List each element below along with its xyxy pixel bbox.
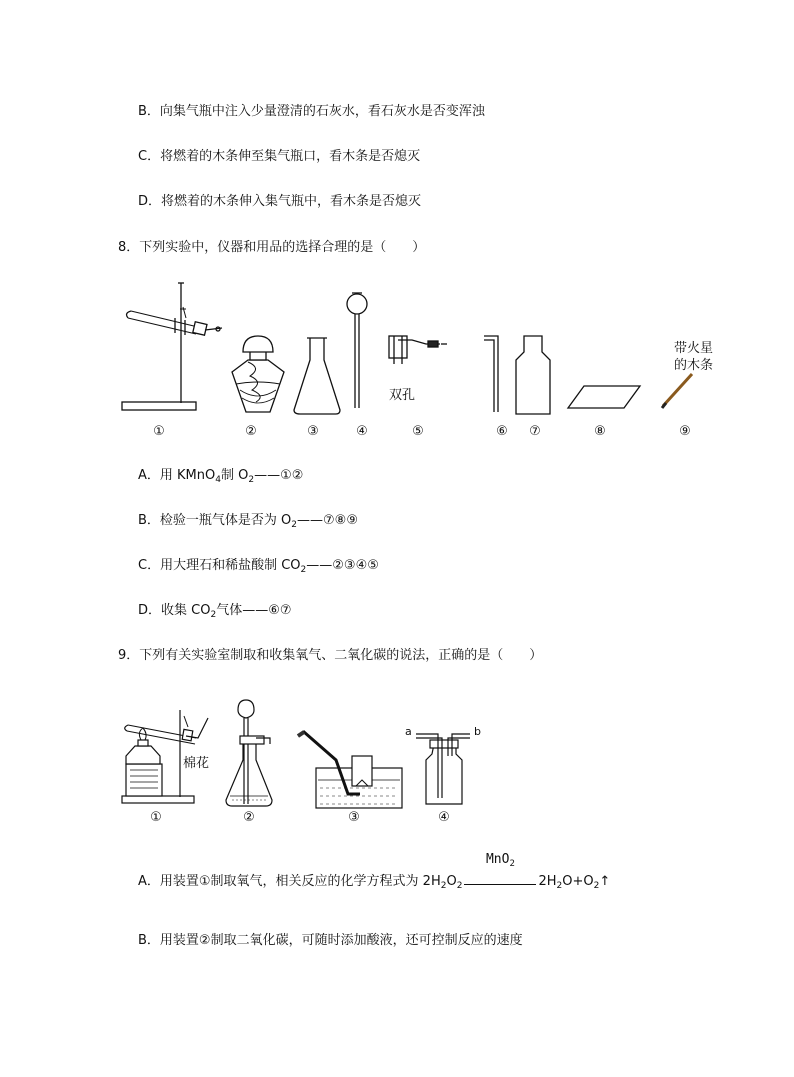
- q8-fig-label-1: ①: [153, 424, 165, 439]
- stopper-label: 双孔: [389, 388, 416, 403]
- q9-fig-label-2: ②: [243, 810, 255, 825]
- q7-option-b: B．向集气瓶中注入少量澄清的石灰水，看石灰水是否变浑浊: [138, 104, 485, 119]
- catalyst-over-equals: [464, 852, 536, 891]
- q8-option-a: A．用 KMnO$_4$制 $O_2——①②$: [138, 468, 304, 485]
- q8-option-b: B．检验一瓶气体是否为 $O_2——⑦⑧⑨$: [138, 513, 358, 530]
- splint-label-2: 的木条: [674, 358, 714, 373]
- q7-option-c: C．将燃着的木条伸至集气瓶口，看木条是否熄灭: [138, 149, 421, 164]
- q8-fig-label-8: ⑧: [594, 424, 606, 439]
- q9-option-b: B．用装置②制取二氧化碳，可随时添加酸液，还可控制反应的速度: [138, 933, 523, 948]
- q8-option-c: C．用大理石和稀盐酸制 $CO_2——②③④⑤$: [138, 558, 379, 575]
- q9-fig-label-3: ③: [348, 810, 360, 825]
- q9-fig-label-1: ①: [150, 810, 162, 825]
- q8-fig-label-5: ⑤: [412, 424, 424, 439]
- q8-fig-label-9: ⑨: [679, 424, 691, 439]
- port-a-label: a: [405, 725, 412, 738]
- q8-fig-label-6: ⑥: [496, 424, 508, 439]
- splint-label-1: 带火星: [674, 341, 714, 356]
- q8-fig-label-3: ③: [307, 424, 319, 439]
- catalyst-label: MnO$_2$: [485, 852, 515, 869]
- q8-option-d: D．收集 $CO_2$气体——⑥⑦: [138, 603, 292, 620]
- q7-option-d: D．将燃着的木条伸入集气瓶中，看木条是否熄灭: [138, 194, 422, 209]
- q9-stem: 9．下列有关实验室制取和收集氧气、二氧化碳的说法，正确的是（ ）: [118, 648, 543, 663]
- q8-fig-label-4: ④: [356, 424, 368, 439]
- q8-stem: 8．下列实验中，仪器和用品的选择合理的是（ ）: [118, 240, 426, 255]
- q8-fig-label-2: ②: [245, 424, 257, 439]
- flask-with-funnel: [226, 700, 272, 806]
- q8-fig-label-7: ⑦: [529, 424, 541, 439]
- water-trough: [298, 732, 402, 808]
- q9-option-a: A．用装置①制取氧气，相关反应的化学方程式为 $2H_2O_2$ MnO$_2$ $2H_2O+O_2↑$: [138, 852, 611, 891]
- port-b-label: b: [474, 725, 481, 738]
- gas-washing-bottle: [416, 734, 470, 804]
- cotton-label: 棉花: [183, 756, 210, 771]
- q9-fig-label-4: ④: [438, 810, 450, 825]
